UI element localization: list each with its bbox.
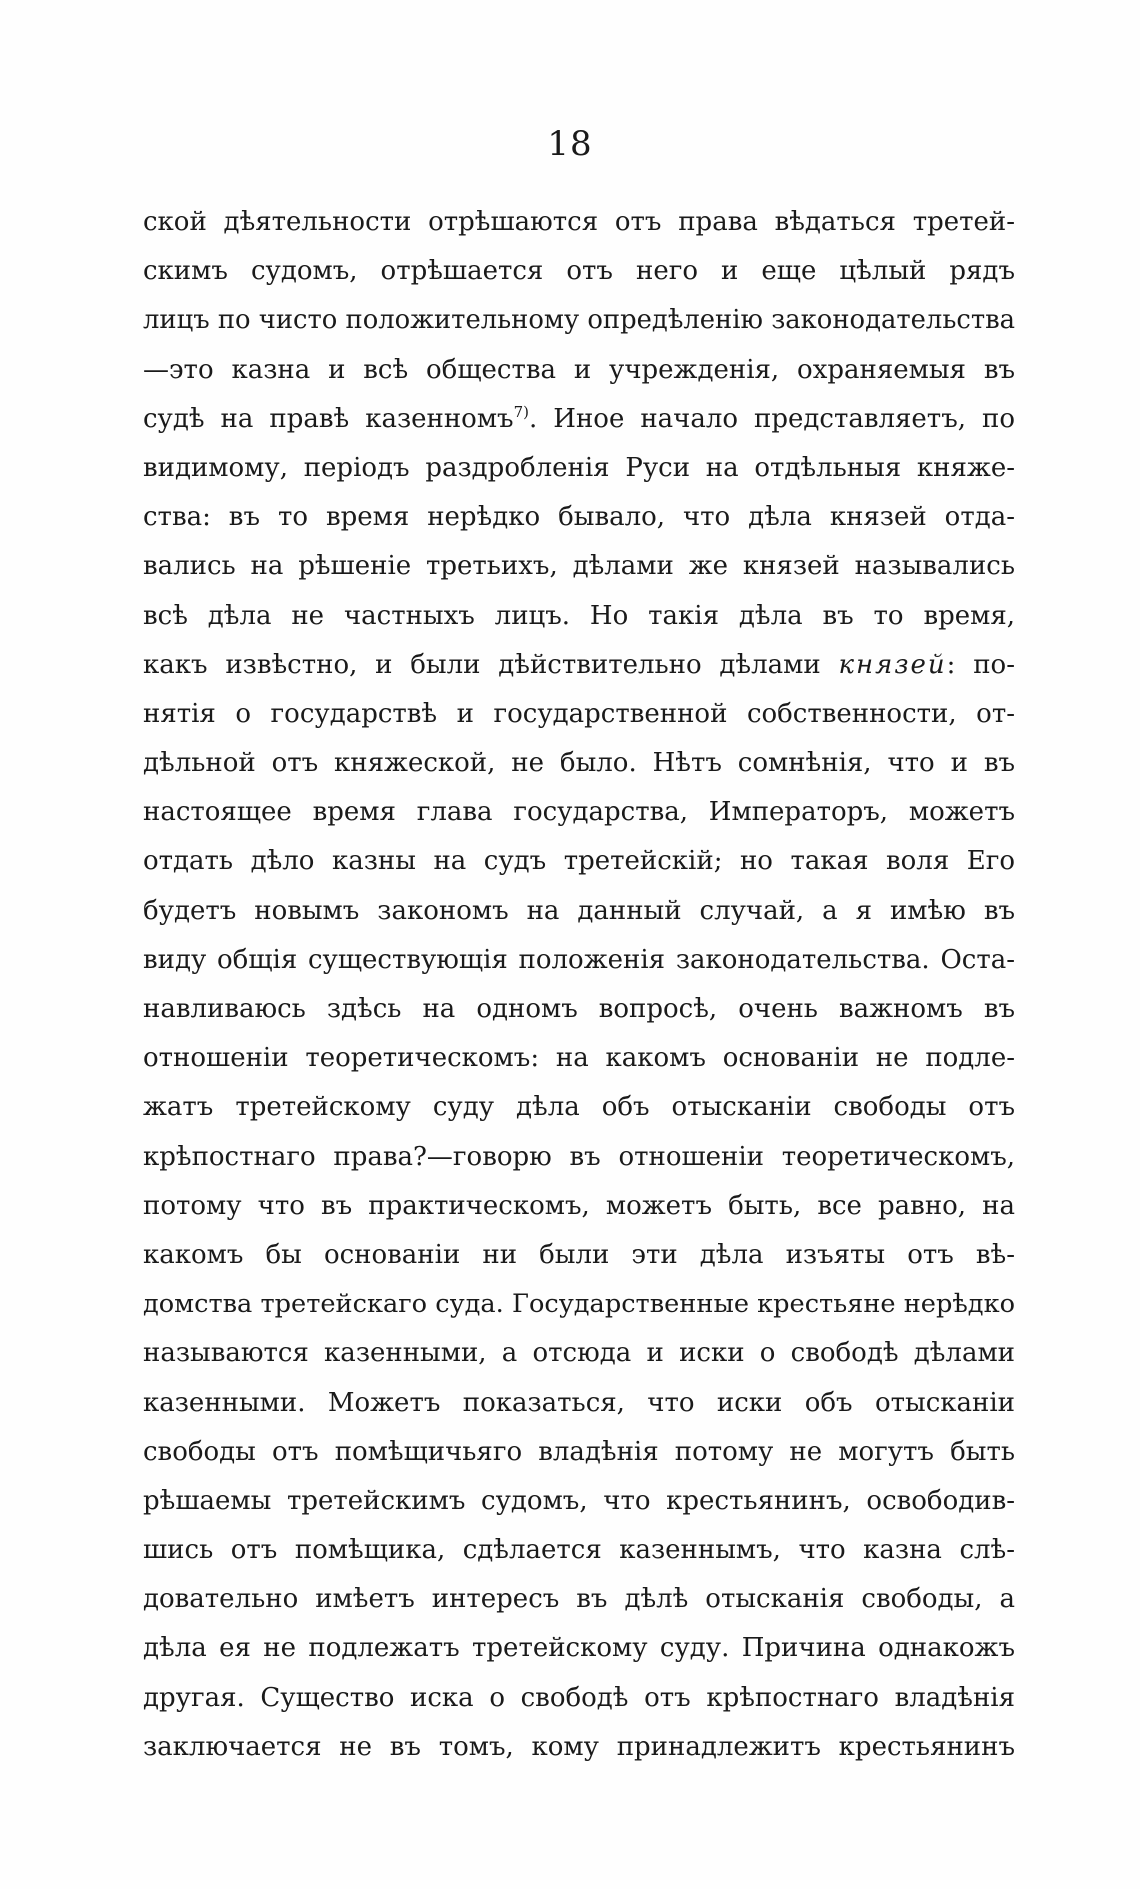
text-line-21: потому что въ практическомъ, можетъ быть, все равно, на (143, 1190, 1015, 1221)
text-line-17: навливаюсь здѣсь на одномъ вопросѣ, очень важномъ въ (143, 994, 1015, 1024)
text-line-16: виду общія существующія положенія законодательства. Оста- (143, 944, 1015, 975)
text-line-11: нятія о государствѣ и государственной собственности, от- (143, 698, 1015, 729)
text-line-3: лицъ по чисто положительному опредѣленію законодательства (143, 305, 1015, 336)
text-line-7: ства: въ то время нерѣдко бывало, что дѣла князей отда- (143, 502, 1015, 533)
text-line-13: настоящее время глава государства, Императоръ, можетъ (143, 797, 1015, 828)
text-line-2: скимъ судомъ, отрѣшается отъ него и еще цѣлый рядъ (143, 256, 1015, 287)
text-line-5-end: . Иное начало представляетъ, по (529, 403, 1015, 434)
text-line-1: ской дѣятельности отрѣшаются отъ права вѣдаться третей- (143, 207, 1015, 237)
text-line-10-end: : по- (946, 649, 1015, 680)
text-line-15: будетъ новымъ закономъ на данный случай, а я имѣю въ (143, 895, 1015, 926)
text-line-8: вались на рѣшеніе третьихъ, дѣлами же князей назывались (143, 551, 1015, 582)
text-line-31: другая. Существо иска о свободѣ отъ крѣпостнаго владѣнія (143, 1682, 1015, 1713)
text-line-10-start: какъ извѣстно, и были дѣйствительно дѣлами (143, 649, 821, 680)
text-line-5-start: судѣ на правѣ казенномъ (143, 403, 514, 434)
text-line-29: довательно имѣетъ интересъ въ дѣлѣ отысканія свободы, а (143, 1584, 1015, 1615)
text-line-9: всѣ дѣла не частныхъ лицъ. Но такія дѣла въ то время, (143, 600, 1015, 631)
text-line-26: свободы отъ помѣщичьяго владѣнія потому не могутъ быть (143, 1436, 1015, 1467)
text-line-14: отдать дѣло казны на судъ третейскій; но такая воля Его (143, 846, 1015, 877)
text-line-5 (143, 395, 1015, 444)
text-line-22: какомъ бы основаніи ни были эти дѣла изъяты отъ вѣ- (143, 1239, 1015, 1270)
text-line-24: называются казенными, а отсюда и иски о свободѣ дѣлами (143, 1338, 1015, 1369)
text-line-18: отношеніи теоретическомъ: на какомъ основаніи не подле- (143, 1043, 1015, 1074)
italic-emphasis: князей (838, 649, 947, 680)
body-text (143, 198, 1015, 1772)
page-number: 18 (547, 124, 593, 164)
text-line-10 (143, 641, 1015, 690)
text-line-25: казенными. Можетъ показаться, что иски объ отысканіи (143, 1387, 1015, 1418)
text-line-30: дѣла ея не подлежатъ третейскому суду. Причина однакожъ (143, 1633, 1015, 1664)
text-line-6: видимому, періодъ раздробленія Руси на отдѣльныя княже- (143, 452, 1015, 483)
footnote-marker: 7) (513, 402, 530, 421)
text-line-19: жатъ третейскому суду дѣла объ отысканіи свободы отъ (143, 1092, 1015, 1123)
text-line-28: шись отъ помѣщика, сдѣлается казеннымъ, что казна слѣ- (143, 1535, 1015, 1566)
text-line-12: дѣльной отъ княжеской, не было. Нѣтъ сомнѣнія, что и въ (143, 748, 1015, 779)
text-line-32: заключается не въ томъ, кому принадлежитъ крестьянинъ (143, 1731, 1015, 1762)
text-line-20: крѣпостнаго права?—говорю въ отношеніи теоретическомъ, (143, 1141, 1015, 1172)
text-line-27: рѣшаемы третейскимъ судомъ, что крестьянинъ, освободив- (143, 1485, 1015, 1516)
text-line-23: домства третейскаго суда. Государственные крестьяне нерѣдко (143, 1289, 1015, 1320)
text-line-4: —это казна и всѣ общества и учрежденія, охраняемыя въ (143, 354, 1015, 385)
